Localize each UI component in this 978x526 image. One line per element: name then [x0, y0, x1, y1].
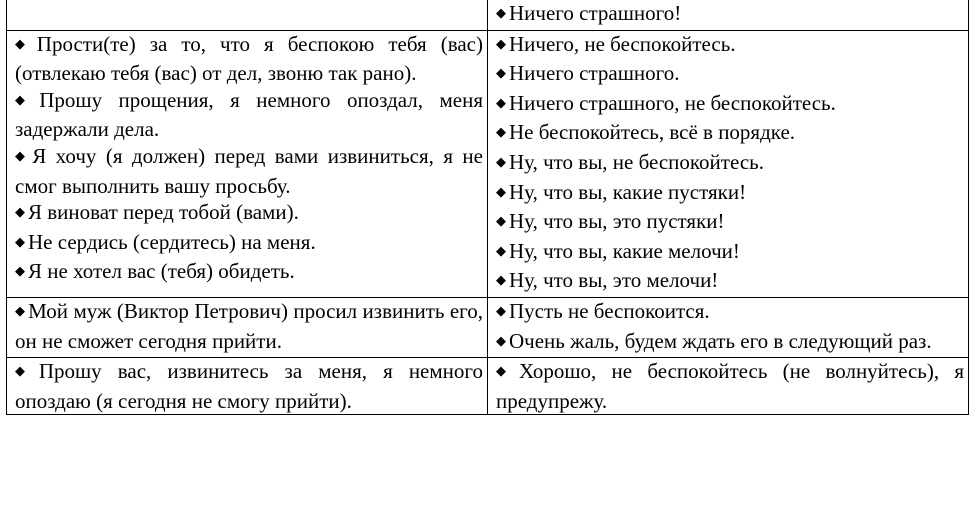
- phrase-text: Пусть не беспокоится.: [509, 298, 710, 323]
- diamond-bullet-icon: ◆: [496, 94, 506, 110]
- phrase-item: [15, 143, 483, 199]
- response-cell: [488, 30, 969, 297]
- diamond-bullet-icon: ◆: [496, 153, 506, 169]
- diamond-bullet-icon: ◆: [496, 65, 506, 81]
- diamond-bullet-icon: ◆: [496, 272, 506, 288]
- apology-cell: [7, 358, 488, 415]
- phrase-item: [496, 267, 964, 297]
- apology-cell: [7, 30, 488, 297]
- phrase-item: [15, 298, 483, 354]
- response-cell: [488, 0, 969, 30]
- response-cell: [488, 358, 969, 415]
- phrase-item: [496, 358, 964, 414]
- phrase-item: [15, 31, 483, 87]
- phrase-item: [15, 87, 483, 143]
- diamond-bullet-icon: ◆: [15, 147, 30, 163]
- phrase-item: [496, 298, 964, 328]
- table-row: [7, 30, 969, 297]
- apology-cell: [7, 297, 488, 357]
- phrase-text: Ну, что вы, какие мелочи!: [509, 238, 740, 263]
- phrase-text: Ну, что вы, не беспокойтесь.: [509, 149, 764, 174]
- phrase-item: [496, 238, 964, 268]
- phrase-item: [15, 358, 483, 414]
- phrase-text: Я хочу (я должен) перед вами извиниться, я не смог выполнить вашу просьбу.: [15, 143, 483, 198]
- diamond-bullet-icon: ◆: [15, 263, 25, 279]
- diamond-bullet-icon: ◆: [496, 302, 506, 318]
- diamond-bullet-icon: ◆: [496, 363, 516, 379]
- phrase-text: Ну, что вы, это мелочи!: [509, 268, 719, 293]
- phrase-text: Прости(те) за то, что я беспокою тебя (вас) (отвлекаю тебя (вас) от дел, звоню так рано).: [15, 31, 483, 86]
- diamond-bullet-icon: ◆: [496, 124, 506, 140]
- phrase-item: [496, 119, 964, 149]
- phrase-table: [6, 0, 969, 415]
- phrase-text: Не беспокойтесь, всё в порядке.: [509, 120, 796, 145]
- phrase-item: [496, 90, 964, 120]
- phrase-text: Мой муж (Виктор Петрович) просил извинить его, он не сможет сегодня прийти.: [15, 298, 484, 353]
- table-row: [7, 0, 969, 30]
- diamond-bullet-icon: ◆: [496, 213, 506, 229]
- diamond-bullet-icon: ◆: [15, 363, 36, 379]
- phrase-item: [496, 149, 964, 179]
- phrase-text: Ничего, не беспокойтесь.: [509, 31, 736, 56]
- phrase-text: Не сердись (сердитесь) на меня.: [28, 229, 316, 254]
- diamond-bullet-icon: ◆: [15, 35, 34, 51]
- table-row: [7, 358, 969, 415]
- phrase-item: [496, 60, 964, 90]
- phrase-text: Прошу прощения, я немного опоздал, меня задержали дела.: [15, 87, 483, 142]
- diamond-bullet-icon: ◆: [496, 5, 506, 20]
- phrase-text: Хорошо, не беспокойтесь (не волнуйтесь), я предупрежу.: [496, 359, 964, 413]
- phrase-item: [496, 31, 964, 61]
- phrase-item: [15, 229, 483, 259]
- phrase-item: [15, 258, 483, 288]
- table-row: [7, 297, 969, 357]
- phrase-text: Очень жаль, будем ждать его в следующий раз.: [509, 328, 932, 353]
- phrase-text: Ну, что вы, какие пустяки!: [509, 179, 747, 204]
- response-cell: [488, 297, 969, 357]
- phrase-text: Я виноват перед тобой (вами).: [28, 200, 299, 225]
- diamond-bullet-icon: ◆: [496, 35, 506, 51]
- phrase-text: Ну, что вы, это пустяки!: [509, 209, 725, 234]
- diamond-bullet-icon: ◆: [15, 302, 26, 318]
- phrase-item: [496, 179, 964, 209]
- phrase-text: Прошу вас, извинитесь за меня, я немного опоздаю (я сегодня не смогу прийти).: [15, 359, 483, 413]
- phrase-text: Ничего страшного, не беспокойтесь.: [509, 90, 836, 115]
- phrase-item: [496, 328, 964, 358]
- diamond-bullet-icon: ◆: [15, 233, 25, 249]
- diamond-bullet-icon: ◆: [496, 183, 506, 199]
- apology-cell: [7, 0, 488, 30]
- diamond-bullet-icon: ◆: [15, 91, 37, 107]
- phrase-text: Ничего страшного!: [509, 1, 682, 25]
- phrase-text: Ничего страшного.: [509, 61, 680, 86]
- diamond-bullet-icon: ◆: [496, 332, 506, 348]
- phrase-item: [15, 199, 483, 229]
- phrase-item: [496, 208, 964, 238]
- diamond-bullet-icon: ◆: [496, 242, 506, 258]
- phrase-text: Я не хотел вас (тебя) обидеть.: [28, 259, 295, 284]
- diamond-bullet-icon: ◆: [15, 204, 25, 220]
- phrase-item: [496, 0, 964, 30]
